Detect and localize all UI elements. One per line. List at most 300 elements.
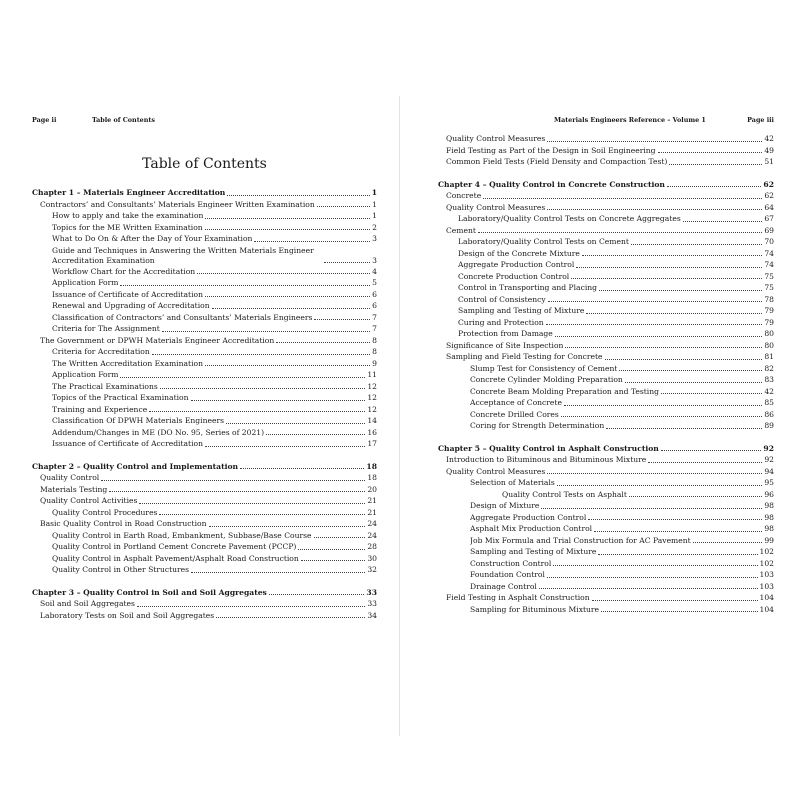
toc-page-number: 18 [366, 461, 377, 471]
toc-dot-leader [120, 284, 370, 286]
toc-entry[interactable] [32, 484, 377, 496]
toc-dot-leader [314, 536, 366, 538]
toc-page-number: 2 [372, 222, 377, 232]
toc-dot-leader [605, 358, 763, 360]
right-page-header [438, 116, 774, 130]
toc-entry-title: The Government or DPWH Materials Engineer Accreditation [40, 335, 275, 345]
toc-page-number: 5 [372, 278, 377, 287]
toc-page-number: 69 [764, 225, 774, 235]
toc-page-number: 104 [759, 593, 774, 602]
toc-entry[interactable] [438, 328, 774, 340]
toc-dot-leader [152, 353, 370, 355]
toc-dot-leader [594, 530, 762, 532]
toc-dot-leader [109, 490, 365, 492]
toc-entry-title: Classification of Contractors’ and Consultants’ Materials Engineers [52, 312, 313, 322]
right-toc-list [438, 133, 774, 615]
toc-entry-title: Control in Transporting and Placing [458, 283, 598, 292]
toc-page-number: 78 [764, 294, 774, 304]
toc-chapter-entry[interactable] [32, 587, 377, 599]
toc-page-number: 28 [367, 542, 377, 551]
toc-entry[interactable] [438, 523, 774, 535]
toc-entry[interactable] [32, 507, 377, 519]
toc-entry-title: Classification Of DPWH Materials Engineers [52, 416, 224, 425]
toc-entry[interactable] [438, 489, 774, 501]
toc-dot-leader [276, 341, 370, 343]
toc-entry-title: Issuance of Certificate of Accreditation [52, 439, 203, 448]
toc-entry[interactable] [438, 225, 774, 237]
toc-dot-leader [555, 335, 763, 337]
toc-entry-title: Chapter 1 – Materials Engineer Accreditation [32, 188, 226, 197]
toc-entry[interactable] [32, 369, 377, 381]
toc-page-number: 75 [764, 271, 774, 281]
toc-page-number: 51 [764, 157, 774, 166]
toc-entry-title: Concrete Cylinder Molding Preparation [470, 375, 623, 384]
toc-page-number: 104 [759, 604, 774, 614]
toc-entry[interactable] [438, 558, 774, 570]
toc-entry-title: Cement [446, 225, 476, 235]
toc-dot-leader [547, 576, 758, 578]
toc-entry-title: Quality Control [40, 473, 100, 482]
toc-entry[interactable] [32, 323, 377, 335]
toc-entry[interactable] [438, 409, 774, 421]
toc-dot-leader [588, 518, 762, 520]
toc-entry[interactable] [438, 351, 774, 363]
toc-page-number: 17 [367, 439, 377, 448]
toc-page-number: 102 [759, 547, 774, 556]
toc-dot-leader [212, 307, 371, 309]
toc-dot-leader [191, 571, 365, 573]
toc-entry[interactable] [32, 472, 377, 484]
toc-entry[interactable] [438, 202, 774, 214]
toc-entry[interactable] [438, 512, 774, 524]
toc-dot-leader [160, 387, 366, 389]
toc-entry[interactable] [32, 266, 377, 278]
toc-entry[interactable] [32, 610, 377, 622]
toc-dot-leader [197, 272, 370, 274]
toc-dot-leader [561, 415, 763, 417]
toc-entry[interactable] [32, 404, 377, 416]
toc-dot-leader [101, 479, 365, 481]
left-page-section-label: Table of Contents [92, 116, 155, 124]
toc-page-number: 49 [764, 145, 774, 155]
toc-page-number: 8 [372, 335, 377, 345]
toc-page-number: 3 [372, 234, 377, 243]
toc-entry-title: Quality Control Procedures [52, 507, 158, 517]
toc-dot-leader [227, 194, 369, 196]
toc-entry-title: Chapter 2 – Quality Control and Implementation [32, 461, 239, 471]
toc-dot-leader [547, 140, 762, 142]
toc-dot-leader [317, 205, 370, 207]
left-page-number: Page ii [32, 116, 57, 124]
toc-entry-title: Criteria for The Assignment [52, 324, 160, 333]
toc-page-number: 75 [764, 283, 774, 292]
toc-entry-title: Topics of the Practical Examination [52, 393, 189, 402]
toc-entry-title: Aggregate Production Control [470, 512, 587, 522]
toc-page-number: 24 [367, 530, 377, 540]
toc-page-number: 21 [367, 496, 377, 505]
toc-entry[interactable] [438, 340, 774, 352]
toc-dot-leader [629, 495, 762, 497]
toc-entry[interactable] [438, 546, 774, 558]
toc-dot-leader [216, 616, 365, 618]
toc-page-number: 79 [764, 306, 774, 315]
toc-entry[interactable] [32, 438, 377, 450]
toc-dot-leader [478, 231, 762, 233]
toc-entry[interactable] [438, 213, 774, 225]
toc-title: Table of Contents [142, 156, 267, 172]
toc-page-number: 20 [367, 484, 377, 494]
toc-entry[interactable] [32, 335, 377, 347]
toc-entry[interactable] [438, 374, 774, 386]
toc-page-number: 96 [764, 489, 774, 499]
toc-dot-leader [139, 502, 365, 504]
toc-page-number: 74 [764, 260, 774, 269]
toc-page-number: 6 [372, 301, 377, 310]
toc-entry[interactable] [438, 236, 774, 248]
toc-entry[interactable] [32, 392, 377, 404]
toc-entry[interactable] [438, 581, 774, 593]
toc-entry[interactable] [438, 317, 774, 329]
toc-entry-title: Chapter 3 – Quality Control in Soil and Soil Aggregates [32, 587, 267, 597]
toc-entry-title: Quality Control Measures [446, 202, 546, 212]
toc-page-number: 62 [763, 179, 774, 189]
toc-entry[interactable] [438, 248, 774, 260]
toc-entry[interactable] [438, 190, 774, 202]
toc-entry-title: Quality Control in Other Structures [52, 565, 190, 574]
toc-page-number: 1 [371, 188, 377, 197]
toc-dot-leader [483, 197, 762, 199]
toc-dot-leader [553, 564, 757, 566]
toc-dot-leader [592, 599, 758, 601]
toc-page-number: 95 [764, 478, 774, 487]
toc-entry[interactable] [438, 156, 774, 168]
toc-entry-title: Quality Control Measures [446, 134, 546, 143]
toc-page-number: 81 [764, 352, 774, 361]
toc-page-number: 1 [372, 211, 377, 220]
toc-entry[interactable] [32, 199, 377, 211]
toc-dot-leader [606, 427, 762, 429]
toc-entry-title: Guide and Techniques in Answering the Written Materials Engineer Accreditation Examination [52, 245, 314, 265]
toc-dot-leader [324, 261, 370, 263]
toc-entry-title: Topics for the ME Written Examination [52, 222, 203, 232]
toc-entry-title: The Practical Examinations [52, 381, 158, 391]
toc-entry-title: Job Mix Formula and Trial Construction for AC Pavement [470, 535, 691, 545]
toc-page-number: 80 [764, 340, 774, 350]
book-title-header: Materials Engineers Reference – Volume 1 [554, 116, 706, 124]
toc-dot-leader [298, 548, 365, 550]
toc-dot-leader [565, 346, 762, 348]
toc-page-number: 9 [372, 358, 377, 368]
left-page [0, 0, 399, 800]
toc-dot-leader [314, 318, 370, 320]
toc-dot-leader [661, 392, 762, 394]
toc-entry-title: Protection from Damage [458, 329, 553, 338]
toc-dot-leader [547, 472, 762, 474]
toc-dot-leader [546, 323, 763, 325]
toc-entry-title: Sampling for Bituminous Mixture [470, 604, 600, 614]
toc-page-number: 83 [764, 375, 774, 384]
toc-dot-leader [266, 433, 365, 435]
toc-entry[interactable] [438, 569, 774, 581]
toc-page-number: 21 [367, 507, 377, 517]
toc-dot-leader [582, 254, 762, 256]
toc-entry[interactable] [32, 415, 377, 427]
toc-page-number: 33 [367, 599, 377, 608]
toc-entry[interactable] [32, 427, 377, 439]
toc-page-number: 4 [372, 266, 377, 276]
toc-dot-leader [191, 399, 366, 401]
toc-page-number: 12 [367, 404, 377, 414]
toc-dot-leader [648, 461, 762, 463]
toc-dot-leader [631, 243, 762, 245]
toc-entry-title: Soil and Soil Aggregates [40, 599, 135, 608]
toc-entry-title: Introduction to Bituminous and Bituminous Mixture [446, 455, 647, 464]
toc-page-number: 62 [764, 191, 774, 200]
toc-entry-title: Foundation Control [470, 570, 545, 579]
toc-entry[interactable] [32, 495, 377, 507]
toc-dot-leader [240, 467, 364, 469]
toc-entry-title: Significance of Site Inspection [446, 340, 564, 350]
toc-dot-leader [667, 185, 761, 187]
toc-entry[interactable] [32, 541, 377, 553]
toc-entry[interactable] [438, 535, 774, 547]
toc-entry-title: How to apply and take the examination [52, 211, 204, 220]
toc-chapter-entry[interactable] [32, 461, 377, 473]
toc-dot-leader [571, 277, 762, 279]
toc-dot-leader [669, 163, 762, 165]
toc-entry-title: Issuance of Certificate of Accreditation [52, 289, 203, 299]
toc-entry-title: Drainage Control [470, 581, 537, 591]
toc-entry-title: Workflow Chart for the Accreditation [52, 266, 196, 276]
toc-page-number: 89 [764, 421, 774, 430]
toc-page-number: 98 [764, 524, 774, 533]
toc-dot-leader [625, 381, 763, 383]
toc-entry-title: Basic Quality Control in Road Construction [40, 519, 207, 528]
toc-dot-leader [205, 364, 370, 366]
toc-entry-title: Construction Control [470, 558, 552, 568]
toc-page-number: 103 [759, 581, 774, 591]
toc-entry[interactable] [438, 259, 774, 271]
toc-dot-leader [205, 217, 370, 219]
toc-entry-title: Quality Control Activities [40, 496, 138, 505]
toc-entry[interactable] [438, 363, 774, 375]
toc-entry-title: Concrete Production Control [458, 271, 570, 281]
right-page-number: Page iii [747, 116, 774, 124]
toc-page-number: 103 [759, 570, 774, 579]
toc-entry-title: Sampling and Testing of Mixture [458, 306, 585, 315]
toc-entry-title: Curing and Protection [458, 317, 544, 327]
toc-dot-leader [162, 330, 370, 332]
toc-page-number: 94 [764, 466, 774, 476]
toc-entry[interactable] [32, 530, 377, 542]
toc-entry[interactable] [438, 305, 774, 317]
toc-entry-title: Selection of Materials [470, 478, 555, 487]
toc-page-number: 82 [764, 363, 774, 373]
toc-page-number: 70 [764, 237, 774, 246]
toc-page-number: 98 [764, 501, 774, 510]
toc-dot-leader [557, 484, 763, 486]
toc-page-number: 1 [372, 199, 377, 209]
book-spine-divider [399, 96, 400, 736]
toc-chapter-entry[interactable] [438, 179, 774, 191]
toc-entry-title: Acceptance of Concrete [470, 398, 562, 407]
toc-chapter-entry[interactable] [32, 187, 377, 199]
toc-entry-title: Laboratory/Quality Control Tests on Concrete Aggregates [458, 214, 681, 223]
toc-page-number: 8 [372, 347, 377, 356]
toc-entry[interactable] [32, 553, 377, 565]
toc-entry[interactable] [438, 397, 774, 409]
toc-dot-leader [205, 445, 365, 447]
toc-entry-title: Laboratory/Quality Control Tests on Cement [458, 237, 629, 246]
toc-page-number: 79 [764, 317, 774, 327]
toc-entry-title: Contractors’ and Consultants’ Materials Engineer Written Examination [40, 199, 315, 209]
toc-entry[interactable] [32, 222, 377, 234]
toc-page-number: 67 [764, 214, 774, 223]
toc-chapter-entry[interactable] [438, 443, 774, 455]
toc-dot-leader [586, 312, 762, 314]
toc-dot-leader [693, 541, 763, 543]
toc-dot-leader [541, 507, 762, 509]
toc-dot-leader [120, 376, 365, 378]
toc-entry[interactable] [32, 300, 377, 312]
toc-entry-title: Concrete [446, 191, 482, 200]
toc-entry[interactable] [32, 210, 377, 222]
toc-entry[interactable] [438, 145, 774, 157]
toc-page-number: 11 [367, 370, 377, 379]
toc-entry[interactable] [32, 312, 377, 324]
toc-page-number: 92 [764, 455, 774, 464]
toc-entry-title: Common Field Tests (Field Density and Compaction Test) [446, 157, 668, 166]
toc-page-number: 7 [372, 324, 377, 333]
toc-entry[interactable] [438, 420, 774, 432]
toc-page-number: 18 [367, 473, 377, 482]
toc-entry-title: Aggregate Production Control [458, 260, 575, 269]
toc-entry-title: Coring for Strength Determination [470, 421, 605, 430]
toc-dot-leader [539, 587, 758, 589]
toc-dot-leader [564, 404, 762, 406]
toc-dot-leader [205, 228, 370, 230]
toc-page-number: 33 [366, 587, 377, 597]
toc-dot-leader [254, 240, 370, 242]
toc-dot-leader [601, 610, 757, 612]
toc-dot-leader [661, 449, 762, 451]
toc-dot-leader [301, 559, 366, 561]
toc-entry[interactable] [32, 245, 377, 266]
toc-dot-leader [598, 553, 757, 555]
toc-entry-title: Concrete Drilled Cores [470, 409, 559, 419]
toc-entry-title: Quality Control Tests on Asphalt [502, 489, 627, 499]
toc-page-number: 7 [372, 312, 377, 322]
toc-entry[interactable] [32, 346, 377, 358]
toc-entry-title: Sampling and Field Testing for Concrete [446, 352, 603, 361]
toc-entry-title: Training and Experience [52, 404, 148, 414]
toc-page-number: 12 [367, 393, 377, 402]
toc-entry[interactable] [438, 294, 774, 306]
toc-entry-title: Laboratory Tests on Soil and Soil Aggregates [40, 610, 215, 620]
toc-dot-leader [226, 422, 365, 424]
toc-page-number: 42 [764, 134, 774, 143]
toc-entry[interactable] [438, 386, 774, 398]
toc-entry-title: Slump Test for Consistency of Cement [470, 363, 618, 373]
toc-entry[interactable] [32, 277, 377, 289]
toc-entry[interactable] [438, 282, 774, 294]
toc-entry-title: Materials Testing [40, 484, 108, 494]
toc-entry-title: The Written Accreditation Examination [52, 358, 203, 368]
toc-dot-leader [619, 369, 762, 371]
toc-entry-title: Design of the Concrete Mixture [458, 248, 580, 258]
toc-page-number: 42 [764, 386, 774, 396]
toc-dot-leader [683, 220, 763, 222]
toc-dot-leader [159, 513, 365, 515]
toc-entry-title: Design of Mixture [470, 501, 540, 510]
toc-dot-leader [658, 151, 763, 153]
toc-entry-title: Renewal and Upgrading of Accreditation [52, 301, 210, 310]
toc-entry[interactable] [32, 358, 377, 370]
toc-page-number: 34 [367, 610, 377, 620]
toc-entry-title: Quality Control Measures [446, 466, 546, 476]
toc-page-number: 30 [367, 553, 377, 563]
toc-entry[interactable] [32, 233, 377, 245]
toc-entry[interactable] [438, 500, 774, 512]
toc-dot-leader [269, 593, 365, 595]
toc-page-number: 85 [764, 398, 774, 407]
toc-page-number: 64 [764, 202, 774, 212]
toc-entry-title: Sampling and Testing of Mixture [470, 547, 597, 556]
toc-page-number: 74 [764, 248, 774, 258]
toc-entry-title: Control of Consistency [458, 294, 546, 304]
toc-page-number: 12 [367, 381, 377, 391]
toc-entry[interactable] [32, 289, 377, 301]
toc-page-number: 6 [372, 289, 377, 299]
toc-dot-leader [599, 289, 762, 291]
toc-entry[interactable] [438, 592, 774, 604]
toc-entry-title: Addendum/Changes in ME (DO No. 95, Series of 2021) [52, 427, 265, 437]
toc-entry-title: Quality Control in Asphalt Pavement/Asphalt Road Construction [52, 553, 299, 563]
toc-page-number: 102 [759, 558, 774, 568]
toc-dot-leader [576, 266, 762, 268]
toc-entry-title: Criteria for Accreditation [52, 347, 150, 356]
toc-entry[interactable] [438, 477, 774, 489]
toc-entry[interactable] [32, 381, 377, 393]
toc-dot-leader [547, 208, 762, 210]
toc-page-number: 3 [372, 255, 377, 265]
toc-entry-title: Quality Control in Earth Road, Embankment, Subbase/Base Course [52, 530, 312, 540]
toc-page-number: 24 [367, 519, 377, 528]
toc-entry[interactable] [438, 604, 774, 616]
toc-page-number: 16 [367, 427, 377, 437]
toc-entry-title: Field Testing in Asphalt Construction [446, 593, 590, 602]
toc-entry[interactable] [438, 271, 774, 283]
toc-entry-title: Chapter 5 – Quality Control in Asphalt Construction [438, 443, 659, 453]
right-page [401, 0, 800, 800]
toc-page-number: 86 [764, 409, 774, 419]
toc-entry-title: Field Testing as Part of the Design in Soil Engineering [446, 145, 656, 155]
toc-entry-title: What to Do On & After the Day of Your Examination [52, 234, 253, 243]
toc-entry[interactable] [32, 598, 377, 610]
toc-dot-leader [209, 525, 366, 527]
toc-entry-title: Quality Control in Portland Cement Concrete Pavement (PCCP) [52, 542, 297, 551]
toc-entry-title: Application Form [52, 370, 119, 379]
toc-entry[interactable] [438, 454, 774, 466]
toc-entry[interactable] [438, 133, 774, 145]
toc-entry[interactable] [438, 466, 774, 478]
toc-entry[interactable] [32, 564, 377, 576]
toc-entry-title: Concrete Beam Molding Preparation and Testing [470, 386, 659, 396]
toc-dot-leader [137, 605, 365, 607]
toc-entry-title: Application Form [52, 278, 119, 287]
toc-page-number: 92 [763, 443, 774, 453]
toc-entry[interactable] [32, 518, 377, 530]
